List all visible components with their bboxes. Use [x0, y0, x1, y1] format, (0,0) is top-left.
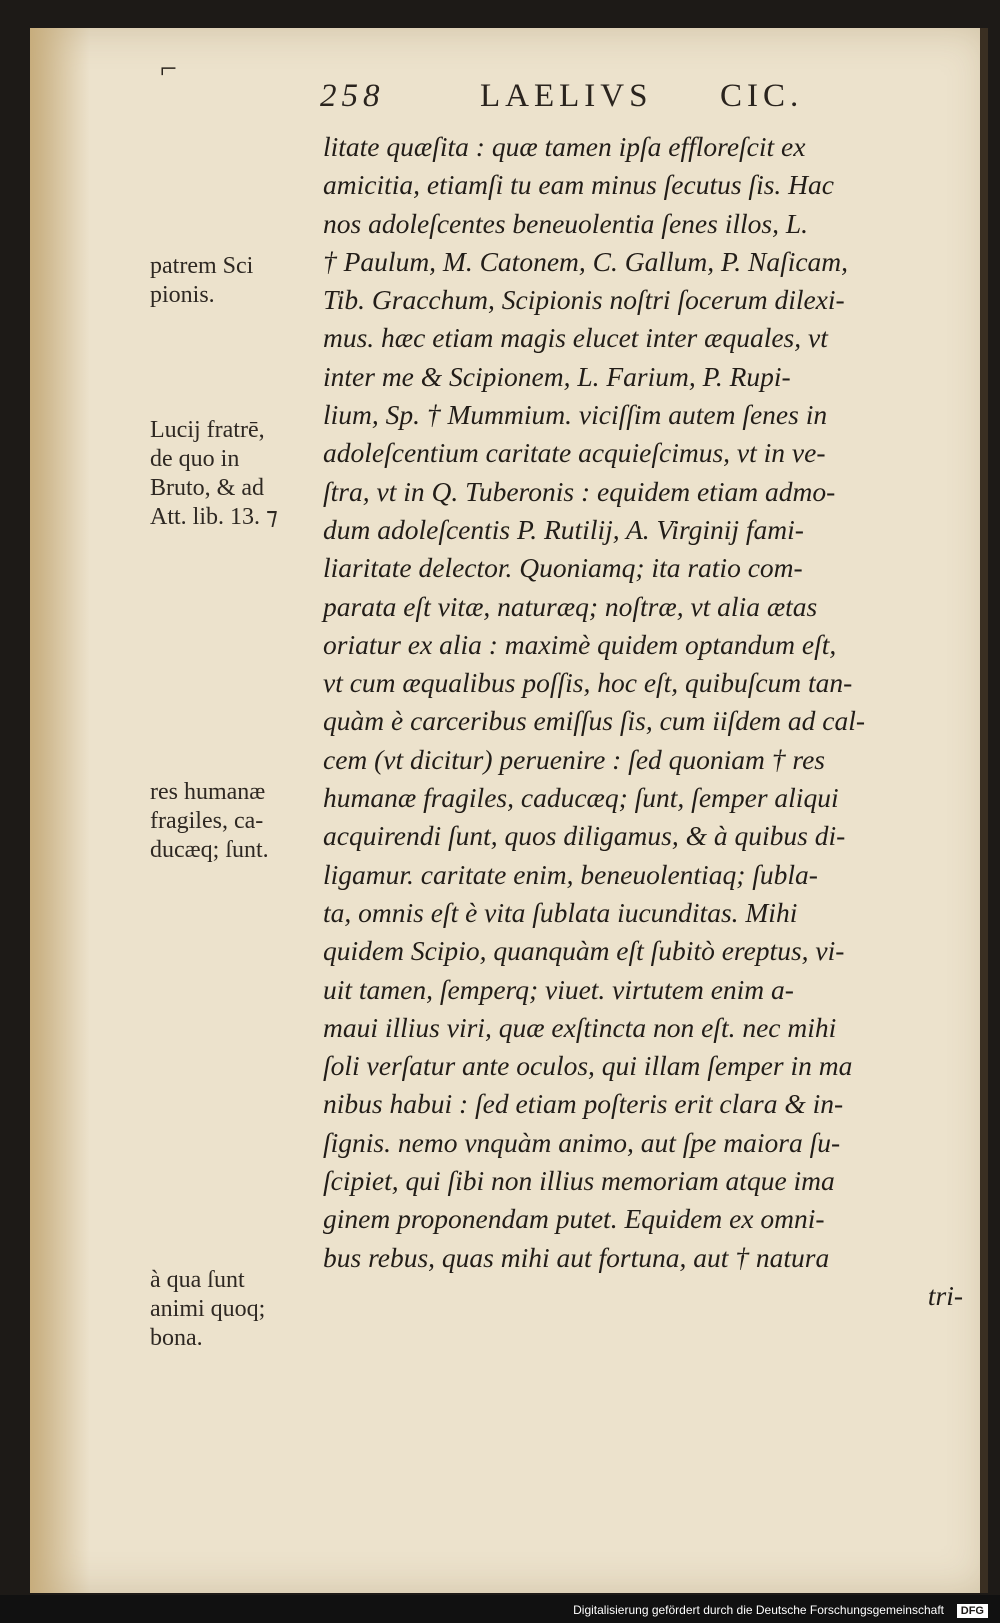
- running-head-abbr: CIC.: [720, 78, 804, 114]
- text-line: ſignis. nemo vnquàm animo, aut ſpe maiora ſu-: [323, 1126, 841, 1158]
- running-head-title: LAELIVS: [480, 78, 653, 114]
- margin-note-line: fragiles, ca-: [150, 808, 264, 834]
- running-head: [320, 78, 960, 122]
- text-line: dum adoleſcentis P. Rutilij, A. Virginij fami-: [323, 513, 804, 545]
- margin-note-patrem: [150, 252, 325, 310]
- margin-note-line: de quo in: [150, 446, 240, 472]
- margin-note-line: patrem Sci: [150, 253, 254, 279]
- text-line: maui illius viri, quæ exſtincta non eſt. nec mihi: [323, 1011, 837, 1043]
- text-line: nos adoleſcentes beneuolentia ſenes illos, L.: [323, 207, 808, 239]
- text-line: acquirendi ſunt, quos diligamus, & à quibus di-: [323, 820, 846, 852]
- text-line: quàm è carceribus emiſſus ſis, cum iiſdem ad cal-: [323, 705, 866, 737]
- text-line: uit tamen, ſemperq; viuet. virtutem enim a-: [323, 973, 794, 1005]
- margin-note-lucij: [150, 416, 325, 532]
- text-line: tri-: [927, 1279, 963, 1311]
- text-line: ta, omnis eſt è vita ſublata iucunditas. Mihi: [323, 896, 798, 928]
- text-line: bus rebus, quas mihi aut fortuna, aut † natura: [323, 1241, 830, 1273]
- dfg-logo: DFG: [957, 1604, 988, 1618]
- text-line: quidem Scipio, quanquàm eſt ſubitò ereptus, vi-: [323, 935, 845, 967]
- margin-note-line: bona.: [150, 1325, 203, 1351]
- margin-note-line: Bruto, & ad: [150, 475, 264, 501]
- text-line: liaritate delector. Quoniamq; ita ratio com-: [323, 552, 803, 584]
- text-line: parata eſt vitæ, naturæq; noſtræ, vt alia ætas: [323, 590, 818, 622]
- book-page: [30, 28, 988, 1593]
- text-line: cem (vt dicitur) peruenire : ſed quoniam † res: [323, 743, 825, 775]
- margin-note-line: Lucij fratrē,: [150, 417, 265, 443]
- page-gutter-shadow: [30, 28, 90, 1593]
- main-text-block: [323, 128, 963, 1315]
- margin-note-line: à qua ſunt: [150, 1267, 245, 1293]
- text-line: amicitia, etiamſi tu eam minus ſecutus ſis. Hac: [323, 169, 834, 201]
- text-line: vt cum æqualibus poſſis, hoc eſt, quibuſcum tan-: [323, 667, 853, 699]
- digitization-footer: [0, 1595, 1000, 1623]
- margin-note-line: res humanæ: [150, 779, 266, 805]
- margin-note-res-humanae: [150, 778, 325, 865]
- text-line: ſoli verſatur ante oculos, qui illam ſemper in ma: [323, 1050, 853, 1082]
- text-line: Tib. Gracchum, Scipionis noſtri ſocerum dilexi-: [323, 284, 845, 316]
- margin-note-a-qua: [150, 1266, 325, 1353]
- text-line: humanæ fragiles, caducæq; ſunt, ſemper aliqui: [323, 782, 839, 814]
- margin-note-line: pionis.: [150, 282, 215, 308]
- margin-note-line: Att. lib. 13. ⁊: [150, 504, 278, 530]
- text-line: mus. hæc etiam magis elucet inter æquales, vt: [323, 322, 828, 354]
- text-line: ſtra, vt in Q. Tuberonis : equidem etiam admo-: [323, 475, 836, 507]
- margin-note-line: ducæq; ſunt.: [150, 837, 269, 863]
- footer-credit: Digitalisierung gefördert durch die Deutsche Forschungsgemeinschaft: [573, 1603, 944, 1617]
- text-line: nibus habui : ſed etiam poſteris erit clara & in-: [323, 1088, 844, 1120]
- text-line: ſcipiet, qui ſibi non illius memoriam atque ima: [323, 1165, 835, 1197]
- text-line: adoleſcentium caritate acquieſcimus, vt in ve-: [323, 437, 826, 469]
- page-number: 258: [320, 78, 385, 114]
- text-line: ligamur. caritate enim, beneuolentiaq; ſubla-: [323, 858, 818, 890]
- text-line: oriatur ex alia : maximè quidem optandum eſt,: [323, 628, 837, 660]
- page-right-edge: [980, 28, 988, 1593]
- text-line: inter me & Scipionem, L. Farium, P. Rupi-: [323, 360, 791, 392]
- text-line: ginem proponendam putet. Equidem ex omni-: [323, 1203, 825, 1235]
- text-line: lium, Sp. † Mummium. viciſſim autem ſenes in: [323, 399, 828, 431]
- corner-mark: ⌐: [160, 52, 177, 85]
- text-line: litate quæſita : quæ tamen ipſa effloreſcit ex: [323, 131, 806, 162]
- text-line: † Paulum, M. Catonem, C. Gallum, P. Naſicam,: [323, 245, 849, 277]
- margin-note-line: animi quoq;: [150, 1296, 266, 1322]
